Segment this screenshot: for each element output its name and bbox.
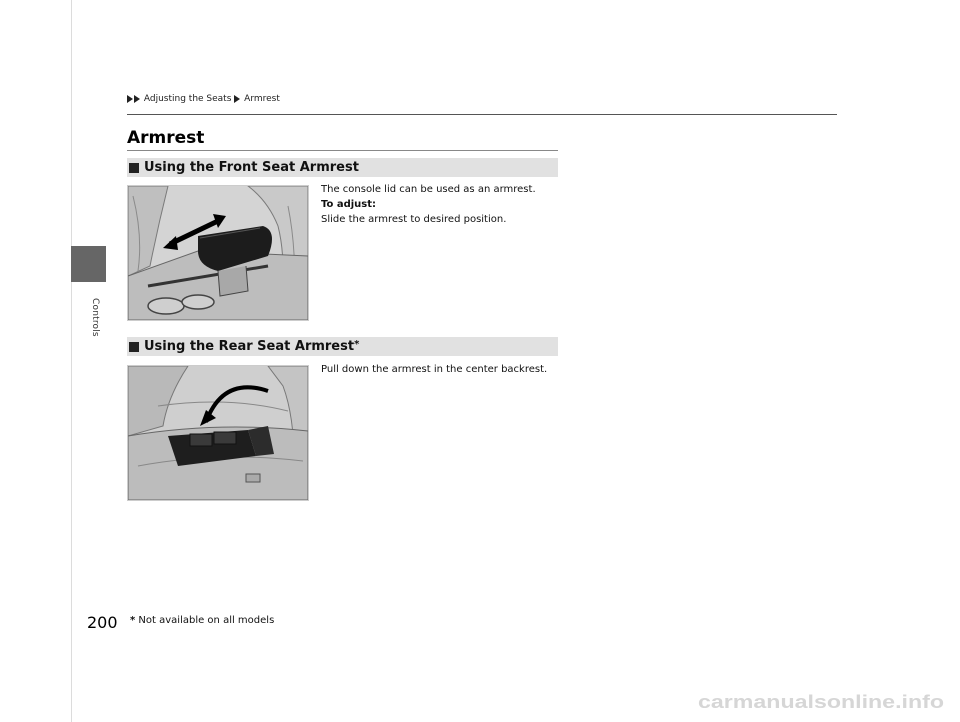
- breadcrumb-arrow-icon: [127, 95, 133, 103]
- page-number: 200: [87, 613, 118, 632]
- footnote-marker: *: [354, 339, 360, 350]
- chapter-tab: [71, 246, 106, 282]
- watermark: [698, 690, 944, 714]
- section-heading-rear-armrest: [127, 337, 558, 356]
- section-heading-front-armrest: [127, 158, 558, 177]
- svg-text:carmanualsonline.info: carmanualsonline.info: [698, 692, 944, 712]
- footnote-text: Not available on all models: [138, 615, 275, 626]
- front-armrest-illustration: [127, 185, 309, 321]
- header-rule: [127, 114, 837, 115]
- page-title: Armrest: [127, 128, 205, 148]
- breadcrumb-arrow-icon: [134, 95, 140, 103]
- breadcrumb-arrow-icon: [234, 95, 240, 103]
- section-square-icon: [129, 342, 139, 352]
- rear-paragraph: Pull down the armrest in the center backrest.: [321, 364, 548, 375]
- margin-line: [71, 0, 72, 722]
- title-rule: [127, 150, 558, 151]
- footnote: [130, 615, 274, 626]
- breadcrumb-level2[interactable]: Armrest: [244, 94, 280, 104]
- section-square-icon: [129, 163, 139, 173]
- front-instruction: Slide the armrest to desired position.: [321, 214, 507, 225]
- section-title: Using the Rear Seat Armrest: [144, 339, 355, 354]
- rear-armrest-illustration: [127, 365, 309, 501]
- section-body-rear: [321, 362, 547, 377]
- front-subheading: To adjust:: [321, 199, 377, 210]
- front-paragraph: The console lid can be used as an armrest.: [321, 184, 536, 195]
- section-title: Using the Front Seat Armrest: [144, 160, 359, 175]
- breadcrumb-level1[interactable]: Adjusting the Seats: [143, 94, 232, 104]
- section-body-front: [321, 182, 536, 227]
- footnote-star: *: [130, 615, 136, 626]
- chapter-label: Controls: [90, 298, 100, 337]
- breadcrumb: [127, 94, 280, 105]
